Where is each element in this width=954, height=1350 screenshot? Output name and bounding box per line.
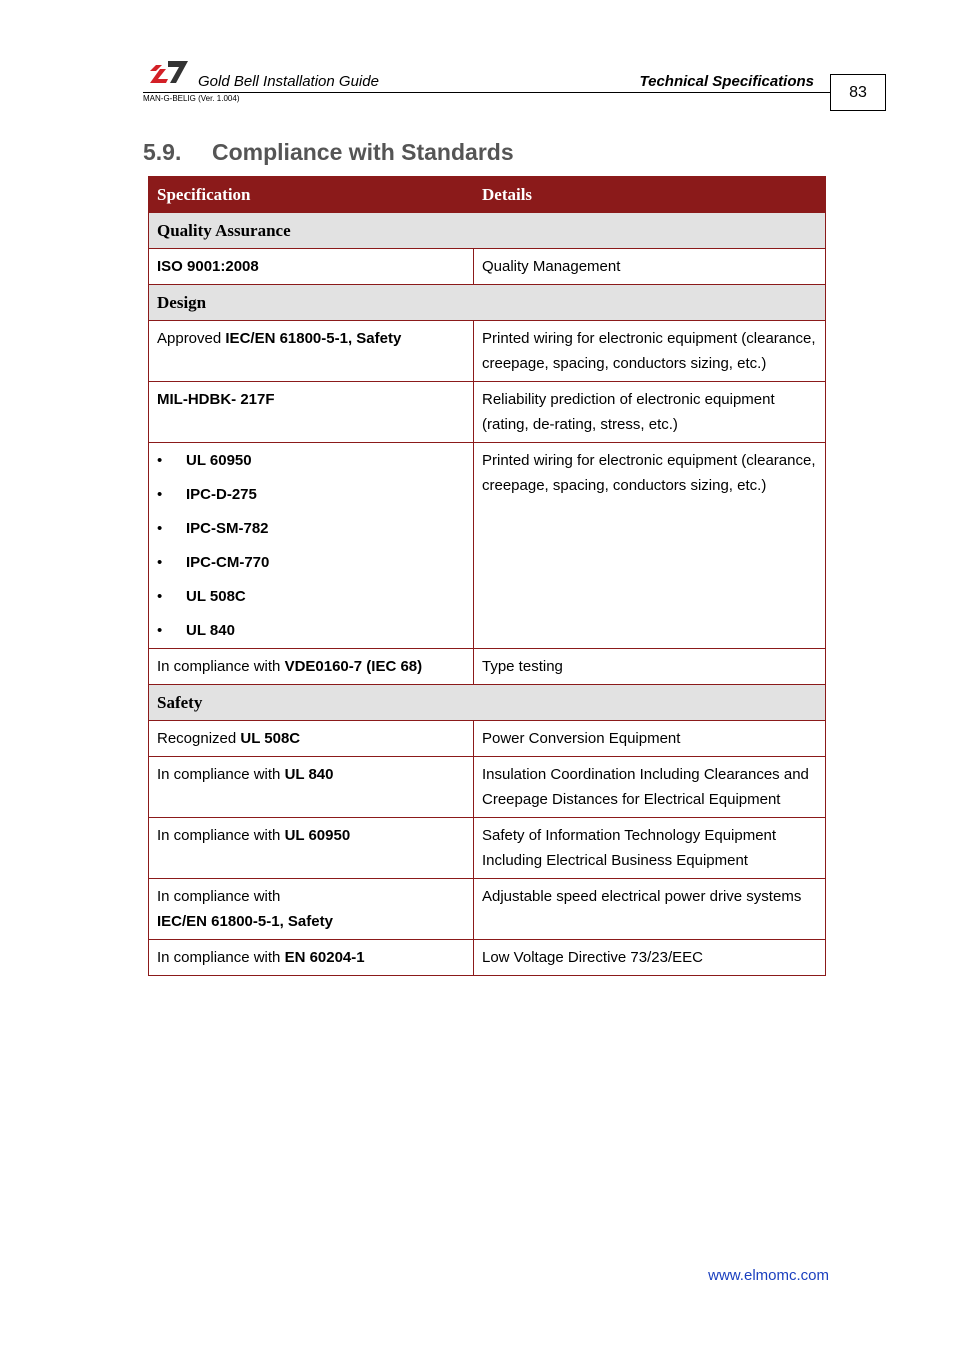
spec-cell (149, 321, 474, 382)
spec-standard: ISO 9001:2008 (157, 258, 259, 275)
spec-standard: EN 60204-1 (284, 949, 365, 966)
header-rule (143, 92, 830, 93)
table-header-row (149, 177, 826, 213)
table-row (149, 879, 826, 940)
spec-cell (149, 443, 474, 649)
spec-cell (149, 757, 474, 818)
spec-prefix: In compliance with (157, 949, 285, 966)
details-cell: Type testing (474, 649, 826, 685)
section-heading (143, 139, 514, 166)
table-row (149, 382, 826, 443)
table-row (149, 940, 826, 976)
spec-standard: UL 60950 (284, 827, 351, 844)
spec-standard: UL 840 (284, 766, 334, 783)
list-item: • IPC-D-275 (157, 482, 465, 507)
spec-standard: UL 508C (240, 730, 301, 747)
spec-prefix: In compliance with (157, 888, 281, 905)
spec-prefix: Approved (157, 330, 226, 347)
group-row-safety (149, 685, 826, 721)
list-item: • UL 840 (157, 618, 465, 643)
bullet-icon: • (157, 622, 163, 639)
table-row (149, 321, 826, 382)
bullet-icon: • (157, 588, 163, 605)
details-cell: Printed wiring for electronic equipment (clearance, creepage, spacing, conductors sizing, etc.) (474, 443, 826, 649)
bullet-icon: • (157, 520, 163, 537)
elmo-logo-icon (148, 57, 190, 85)
spec-cell (149, 249, 474, 285)
doc-title: Gold Bell Installation Guide (198, 73, 379, 90)
page-number: 83 (830, 74, 886, 111)
group-label-safety: Safety (149, 685, 826, 721)
details-cell: Reliability prediction of electronic equipment (rating, de-rating, stress, etc.) (474, 382, 826, 443)
spec-standard: IEC/EN 61800-5-1, Safety (225, 330, 402, 347)
compliance-table (148, 176, 826, 976)
column-header-details: Details (474, 177, 826, 213)
table-row (149, 443, 826, 649)
details-cell: Power Conversion Equipment (474, 721, 826, 757)
group-row-quality (149, 213, 826, 249)
column-header-specification: Specification (149, 177, 474, 213)
spec-prefix: In compliance with (157, 766, 285, 783)
spec-standard: IEC/EN 61800-5-1, Safety (157, 913, 333, 930)
section-label: Technical Specifications (639, 73, 814, 90)
spec-cell (149, 879, 474, 940)
table-row (149, 721, 826, 757)
standards-list (157, 448, 465, 643)
details-cell: Quality Management (474, 249, 826, 285)
spec-cell (149, 649, 474, 685)
group-label-quality: Quality Assurance (149, 213, 826, 249)
list-item: • UL 508C (157, 584, 465, 609)
spec-prefix: Recognized (157, 730, 241, 747)
details-cell: Adjustable speed electrical power drive systems (474, 879, 826, 940)
spec-standard: VDE0160-7 (IEC 68) (284, 658, 423, 675)
details-cell: Insulation Coordination Including Clearances and Creepage Distances for Electrical Equipment (474, 757, 826, 818)
table-row (149, 757, 826, 818)
section-number: 5.9. (143, 139, 182, 165)
details-cell: Printed wiring for electronic equipment (clearance, creepage, spacing, conductors sizing, etc.) (474, 321, 826, 382)
table-row (149, 649, 826, 685)
table-row (149, 249, 826, 285)
group-label-design: Design (149, 285, 826, 321)
details-cell: Safety of Information Technology Equipment Including Electrical Business Equipment (474, 818, 826, 879)
list-item: • IPC-SM-782 (157, 516, 465, 541)
spec-cell (149, 818, 474, 879)
spec-cell (149, 940, 474, 976)
list-item: • IPC-CM-770 (157, 550, 465, 575)
spec-prefix: In compliance with (157, 658, 285, 675)
bullet-icon: • (157, 452, 163, 469)
spec-standard: MIL-HDBK- 217F (157, 391, 275, 408)
bullet-icon: • (157, 554, 163, 571)
section-title: Compliance with Standards (212, 139, 514, 165)
bullet-icon: • (157, 486, 163, 503)
spec-cell (149, 382, 474, 443)
spec-cell (149, 721, 474, 757)
table-row (149, 818, 826, 879)
group-row-design (149, 285, 826, 321)
list-item: • UL 60950 (157, 448, 465, 473)
spec-prefix: In compliance with (157, 827, 285, 844)
footer-url-link[interactable]: www.elmomc.com (708, 1267, 829, 1284)
details-cell: Low Voltage Directive 73/23/EEC (474, 940, 826, 976)
doc-version: MAN-G-BELIG (Ver. 1.004) (143, 94, 240, 103)
